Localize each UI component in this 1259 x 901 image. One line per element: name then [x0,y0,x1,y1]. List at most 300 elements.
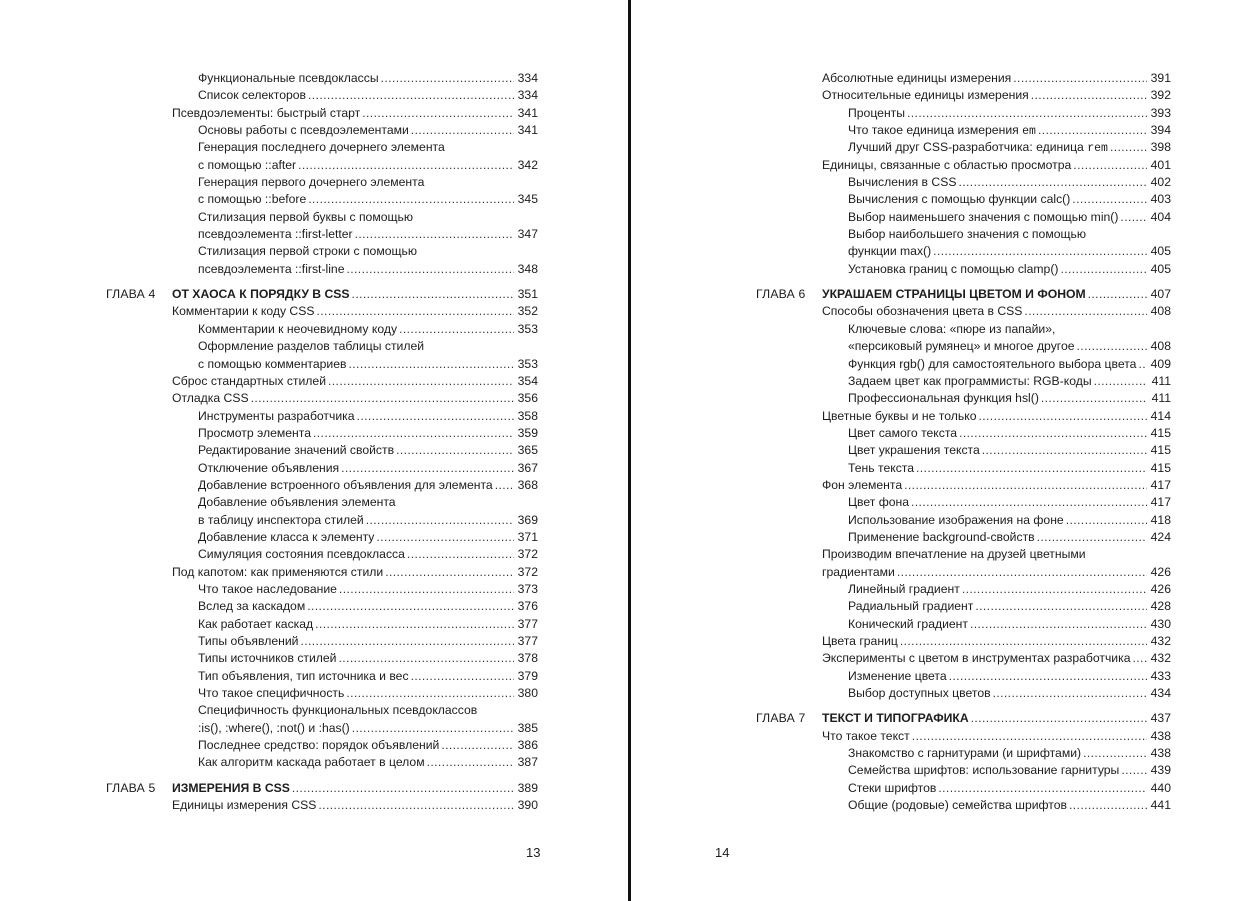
entry-title-text: Задаем цвет как программисты: RGB-коды [848,373,1092,388]
entry-title [172,105,360,122]
dot-leader [339,650,515,667]
toc-chapter [106,286,538,303]
entry-title-text: Генерация первого дочернего элемента [198,175,425,190]
entry-page-number: 438 [1150,746,1171,761]
entry-title [198,633,298,650]
right-page [631,0,1259,901]
toc-entry [848,105,1171,122]
entry-page-number: 415 [1150,425,1171,440]
toc-entry [198,754,538,771]
toc-entry [198,261,538,278]
entry-page-number: 347 [517,227,538,242]
entry-title [848,425,957,442]
entry-title [822,70,1011,87]
toc-entry [172,303,538,320]
entry-page-number: 377 [517,634,538,648]
entry-title [198,720,350,737]
entry-title-text: Под капотом: как применяются стили [172,564,384,579]
entry-title [198,460,339,477]
toc-entry [198,243,538,260]
toc-entry [848,581,1171,598]
entry-title-text: Список селекторов [198,88,307,103]
dot-leader [1037,529,1147,546]
dot-leader [971,710,1147,727]
dot-leader [978,408,1147,425]
dot-leader [298,157,514,174]
dot-leader [897,564,1147,581]
entry-page-number: 415 [1150,443,1171,458]
toc-entry [198,650,538,667]
entry-page-number: 426 [1150,581,1171,596]
dot-leader [346,261,514,278]
dot-leader [318,797,514,814]
entry-title [848,668,947,685]
entry-title [848,460,914,477]
entry-page-number: 385 [517,720,538,735]
dot-leader [1073,157,1147,174]
entry-title-text: ТЕКСТ И ТИПОГРАФИКА [822,711,969,726]
entry-title [198,122,409,139]
toc-entry [848,261,1171,278]
entry-page-number: 428 [1150,599,1171,614]
entry-page-number: 438 [1150,728,1171,743]
toc-entry [848,338,1171,355]
entry-title-text: Конический градиент [848,616,968,631]
entry-title [822,650,1131,667]
entry-title-text: Установка границ с помощью clamp() [848,261,1059,276]
entry-title [822,286,1086,303]
entry-page-number: 380 [517,686,538,701]
entry-title-text: градиентами [822,564,895,579]
toc-entry [198,581,538,598]
entry-title-text: Типы источников стилей [198,651,337,666]
entry-page-number: 398 [1150,140,1171,155]
entry-title [848,174,956,191]
entry-title-text: Как алгоритм каскада работает в целом [198,755,425,770]
dot-leader [341,460,514,477]
entry-title [822,157,1071,174]
toc-entry [198,191,538,208]
entry-title [848,797,1067,814]
entry-title-text: псевдоэлемента ::first-line [198,261,345,276]
entry-page-number: 334 [517,88,538,103]
dot-leader [339,581,514,598]
entry-page-number: 440 [1150,780,1171,795]
dot-leader [411,122,514,139]
entry-page-number: 341 [517,105,538,120]
entry-title-text: Относительные единицы измерения [822,88,1029,103]
entry-title [198,685,344,702]
dot-leader [1077,338,1147,355]
dot-leader [357,408,514,425]
entry-page-number: 407 [1150,287,1171,302]
entry-title [848,390,1039,407]
entry-title [848,442,980,459]
entry-page-number: 414 [1150,408,1171,423]
dot-leader [396,442,514,459]
toc-entry [822,633,1171,650]
dot-leader [904,477,1147,494]
dot-leader [308,87,514,104]
entry-title [198,139,445,156]
toc-chapter [756,286,1171,303]
table-of-contents [756,70,1171,814]
toc-entry [198,226,538,243]
entry-title-text: с помощью ::before [198,192,307,207]
dot-leader [1069,797,1147,814]
entry-title [848,139,1108,157]
entry-title-code: em [1022,125,1036,139]
entry-title-text: Что такое специфичность [198,686,345,701]
entry-title-text: Цвет самого текста [848,425,958,440]
dot-leader [352,720,514,737]
entry-page-number: 356 [517,391,538,406]
entry-title [198,174,424,191]
entry-title [848,494,909,511]
entry-title-text: Типы объявлений [198,634,299,648]
entry-page-number: 358 [517,408,538,423]
toc-entry [198,685,538,702]
toc-entry [822,650,1171,667]
entry-title-text: Редактирование значений свойств [198,443,395,458]
dot-leader [346,685,514,702]
dot-leader [300,633,514,650]
dot-leader [933,243,1147,260]
entry-page-number: 417 [1150,477,1171,492]
entry-title-text: функции max() [848,244,932,259]
entry-title [848,243,931,260]
toc-entry [848,797,1171,814]
entry-title-text: Что такое наследование [198,581,337,596]
toc-entry [822,87,1171,104]
dot-leader [313,425,514,442]
entry-title-text: Единицы, связанные с областью просмотра [822,157,1072,172]
entry-title [848,209,1118,226]
dot-leader [1072,191,1147,208]
toc-entry [848,191,1171,208]
entry-title [198,87,306,104]
toc-entry [848,373,1171,390]
entry-page-number: 408 [1150,304,1171,319]
entry-title [822,303,1022,320]
entry-title-text: Тень текста [848,460,915,475]
entry-title-text: Инструменты разработчика [198,408,355,423]
toc-entry [848,442,1171,459]
dot-leader [916,460,1147,477]
entry-title-text: Семейства шрифтов: использование гарнитуры [848,763,1120,778]
entry-page-number: 354 [517,373,538,388]
entry-title-text: Вычисления в CSS [848,175,957,190]
entry-title-text: Добавление встроенного объявления для элемента [198,477,493,492]
entry-title-text: Сброс стандартных стилей [172,373,326,388]
toc-entry [848,762,1171,779]
entry-page-number: 369 [517,512,538,527]
entry-page-number: 403 [1150,192,1171,207]
dot-leader [982,442,1147,459]
entry-title-text: Знакомство с гарнитурами (и шрифтами) [848,746,1082,761]
toc-entry [848,356,1171,373]
entry-title-text: Добавление класса к элементу [198,529,375,544]
entry-title [822,564,895,581]
entry-title [172,373,326,390]
entry-title-text: Выбор доступных цветов [848,686,991,701]
entry-title-text: Комментарии к коду CSS [172,304,315,319]
entry-title-text: Фон элемента [822,477,903,492]
entry-page-number: 405 [1150,261,1171,276]
chapter-label: ГЛАВА 6 [756,287,806,302]
toc-entry [848,243,1171,260]
toc-entry [198,702,538,719]
entry-title [822,633,898,650]
entry-title [848,762,1119,779]
dot-leader [958,174,1147,191]
entry-title-text: Вычисления с помощью функции calc() [848,192,1071,207]
entry-page-number: 373 [517,581,538,596]
entry-title [848,780,936,797]
entry-page-number: 393 [1150,105,1171,120]
toc-entry [848,512,1171,529]
dot-leader [1138,356,1147,373]
entry-title-text: :is(), :where(), :not() и :has() [198,720,350,735]
toc-chapter [756,710,1171,727]
entry-page-number: 379 [517,668,538,683]
toc-entry [172,797,538,814]
entry-title-text: с помощью ::after [198,157,297,172]
entry-title-text: Выбор наименьшего значения с помощью min() [848,209,1119,224]
entry-title-text: Функция rgb() для самостоятельного выбора цвета [848,356,1137,371]
entry-title [822,87,1029,104]
entry-title [848,105,905,122]
entry-title-text: Отладка CSS [172,391,249,406]
entry-title-text: Профессиональная функция hsl() [848,391,1039,406]
entry-title [198,668,409,685]
toc-entry [822,546,1171,563]
dot-leader [1121,762,1147,779]
entry-page-number: 376 [517,599,538,614]
entry-page-number: 404 [1150,209,1171,224]
dot-leader [352,286,514,303]
entry-title [848,373,1092,390]
entry-title [822,408,976,425]
chapter-label: ГЛАВА 5 [106,780,156,795]
dot-leader [1110,139,1147,156]
entry-title-text: Линейный градиент [848,581,960,596]
entry-title [198,408,355,425]
entry-title [848,616,968,633]
entry-title-text: Что такое единица измерения [848,123,1023,138]
entry-title-text: Единицы измерения CSS [172,798,317,813]
left-page [0,0,628,901]
entry-title [848,529,1035,546]
dot-leader [1094,373,1147,390]
entry-page-number: 432 [1150,634,1171,648]
entry-title-text: Отключение объявления [198,460,340,475]
toc-entry [822,477,1171,494]
entry-title-text: Просмотр элемента [198,425,311,440]
entry-page-number: 353 [517,321,538,336]
entry-title-text: «персиковый румянец» и многое другое [848,339,1075,354]
toc-entry [822,728,1171,745]
dot-leader [308,191,514,208]
toc-entry [848,226,1171,243]
entry-page-number: 392 [1150,88,1171,103]
entry-page-number: 424 [1150,529,1171,544]
entry-page-number: 372 [517,564,538,579]
entry-title-text: Комментарии к неочевидному коду [198,321,398,336]
dot-leader [292,780,514,797]
dot-leader [938,780,1147,797]
toc-entry [848,745,1171,762]
toc-entry [198,209,538,226]
toc-entry [848,174,1171,191]
dot-leader [900,633,1147,650]
entry-page-number: 418 [1150,512,1171,527]
entry-page-number: 390 [517,798,538,813]
entry-page-number: 378 [517,651,538,666]
entry-title [848,598,973,615]
toc-entry [848,209,1171,226]
toc-entry [822,157,1171,174]
entry-page-number: 368 [517,477,538,492]
entry-title [198,226,353,243]
entry-title-text: УКРАШАЕМ СТРАНИЦЫ ЦВЕТОМ И ФОНОМ [822,287,1086,302]
entry-title [172,303,315,320]
entry-page-number: 351 [517,287,538,302]
entry-title [198,243,417,260]
toc-entry [172,390,538,407]
entry-title [848,321,1055,338]
toc-entry [822,564,1171,581]
entry-title [198,512,364,529]
toc-entry [822,408,1171,425]
entry-title-text: Способы обозначения цвета в CSS [822,304,1023,319]
entry-title [198,209,413,226]
entry-title [198,477,493,494]
entry-title-text: Основы работы с псевдоэлементами [198,123,409,138]
entry-page-number: 367 [517,460,538,475]
toc-entry [198,87,538,104]
dot-leader [962,581,1147,598]
entry-page-number: 439 [1150,763,1171,778]
entry-page-number: 359 [517,425,538,440]
entry-title [198,494,396,511]
entry-title-text: Проценты [848,105,906,120]
dot-leader [970,616,1147,633]
entry-title [848,581,960,598]
entry-title [198,581,337,598]
entry-title [822,477,902,494]
toc-chapter [106,780,538,797]
entry-title-text: Изменение цвета [848,668,947,683]
toc-entry [848,390,1171,407]
entry-page-number: 348 [517,261,538,276]
dot-leader [328,373,514,390]
entry-title [198,546,405,563]
dot-leader [911,494,1147,511]
toc-entry [848,616,1171,633]
entry-title [172,286,350,303]
toc-entry [198,460,538,477]
entry-page-number: 353 [517,356,538,371]
toc-entry [198,512,538,529]
entry-page-number: 365 [517,443,538,458]
entry-title-text: Специфичность функциональных псевдоклассов [198,703,478,718]
entry-title [172,390,249,407]
entry-page-number: 408 [1150,339,1171,354]
dot-leader [912,728,1147,745]
dot-leader [1133,650,1148,667]
entry-title-text: Эксперименты с цветом в инструментах разработчика [822,651,1131,666]
entry-title-text: Применение background-свойств [848,529,1035,544]
dot-leader [399,321,514,338]
entry-page-number: 417 [1150,495,1171,510]
entry-title-text: Цвет фона [848,495,910,510]
entry-page-number: 405 [1150,244,1171,259]
dot-leader [251,390,514,407]
dot-leader [411,668,514,685]
entry-title [172,797,316,814]
entry-title [198,338,424,355]
entry-page-number: 432 [1150,651,1171,666]
entry-title-text: с помощью комментариев [198,356,347,371]
entry-title-text: Генерация последнего дочернего элемента [198,140,445,155]
entry-title [848,745,1081,762]
entry-title [172,780,290,797]
toc-entry [848,460,1171,477]
entry-title [848,512,1064,529]
entry-page-number: 411 [1151,373,1171,388]
entry-page-number: 391 [1150,71,1171,85]
entry-page-number: 386 [517,738,538,753]
toc-entry [198,598,538,615]
entry-title [198,157,296,174]
toc-entry [198,546,538,563]
entry-title-text: Цвет украшения текста [848,443,980,458]
entry-title [822,728,910,745]
toc-entry [198,616,538,633]
entry-title [198,261,344,278]
dot-leader [949,668,1147,685]
dot-leader [317,303,515,320]
dot-leader [1066,512,1147,529]
dot-leader [385,564,514,581]
entry-title-text: Производим впечатление на друзей цветными [822,547,1086,562]
entry-title-text: Стилизация первой строки с помощью [198,244,418,259]
entry-page-number: 389 [517,780,538,795]
entry-page-number: 341 [517,123,538,138]
dot-leader [349,356,515,373]
dot-leader [366,512,514,529]
entry-page-number: 387 [517,755,538,770]
entry-title [198,598,305,615]
toc-entry [848,139,1171,156]
toc-entry [198,174,538,191]
entry-page-number: 352 [517,304,538,319]
dot-leader [495,477,514,494]
entry-page-number: 434 [1150,686,1171,701]
entry-title-code: rem [1087,142,1108,156]
toc-entry [198,408,538,425]
toc-entry [198,442,538,459]
entry-title [848,356,1136,373]
entry-title-text: Использование изображения на фоне [848,512,1064,527]
entry-page-number: 441 [1150,798,1171,813]
toc-entry [172,373,538,390]
toc-entry [848,668,1171,685]
chapter-label: ГЛАВА 7 [756,711,806,726]
entry-title-text: Цветные буквы и не только [822,408,977,423]
toc-entry [198,139,538,156]
